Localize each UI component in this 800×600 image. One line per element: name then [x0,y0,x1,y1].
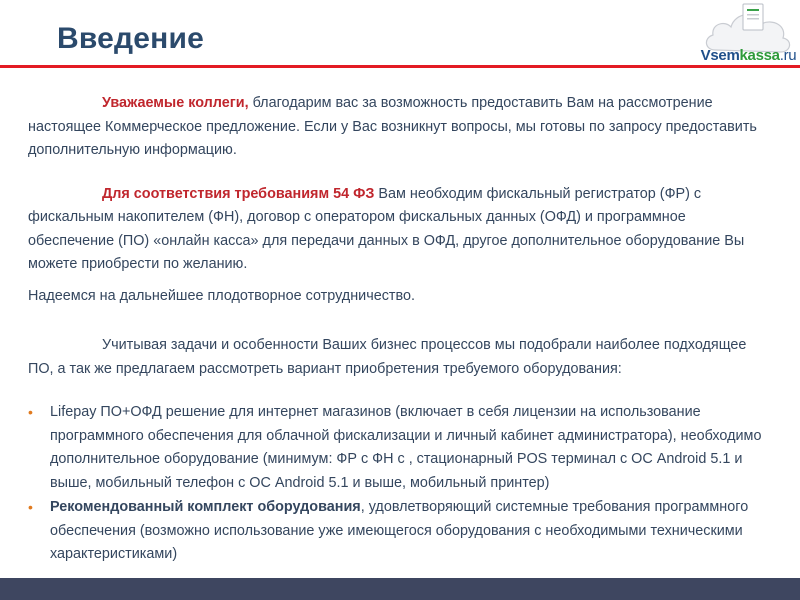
title-underline [0,65,800,68]
greeting-text: благодарим вас за возможность предоставить Вам на рассмотрение настоящее Коммерческое предложение. Если у Вас возникнут вопросы, мы готовы по запросу предоставить дополнительную информацию. [28,95,757,158]
requirements-text: Вам необходим фискальный регистратор (ФР) с фискальным накопителем (ФН), договор с оператором фискальных данных (ОФД) и программное обеспечение (ПО) «онлайн касса» для передачи данных в ОФД, другое дополнительное оборудование Вы можете приобрести по желанию. [28,185,745,272]
paragraph-selection: Учитывая задачи и особенности Ваших бизнес процессов мы подобрали наиболее подходящее ПО, а так же предлагаем рассмотреть вариант приобретения требуемого оборудования: [28,337,747,377]
list-item-lead: Рекомендованный комплект оборудования [50,499,361,515]
footer-bar [0,578,800,600]
offer-list [28,401,770,567]
logo-part-vsem: Vsem [700,47,740,64]
paragraph-cooperation: Надеемся на дальнейшее плодотворное сотрудничество. [28,287,415,304]
list-item-text: , удовлетворяющий системные требования программного обеспечения (возможно использование уже имеющегося оборудования с необходимыми техническими характеристиками) [50,499,749,562]
bullet-icon: • [28,404,33,420]
list-item-text: Lifepay ПО+ОФД решение для интернет магазинов (включает в себя лицензии на использование программного обеспечения для облачной фискализации и личный кабинет администратора), необходимо дополнительное оборудование (минимум: ФР с ФН с , стационарный POS терминал с ОС Android 5.1 и выше, мобильный телефон с ОС Android 5.1 и выше, мобильный принтер) [50,404,762,491]
bullet-icon: • [28,499,33,515]
logo [697,0,800,86]
logo-part-ru: .ru [779,47,797,64]
slide-body [28,92,770,568]
logo-wordmark [697,47,800,64]
greeting-lead: Уважаемые коллеги, [102,95,249,111]
slide-title: Введение [57,22,204,55]
list-item [28,496,770,567]
requirements-lead: Для соответствия требованиям 54 ФЗ [102,185,375,202]
logo-part-kassa: kassa [739,47,780,64]
paragraph-requirements [28,183,770,277]
cloud-icon [697,0,800,86]
paragraph-greeting [28,92,770,163]
list-item [28,401,770,495]
